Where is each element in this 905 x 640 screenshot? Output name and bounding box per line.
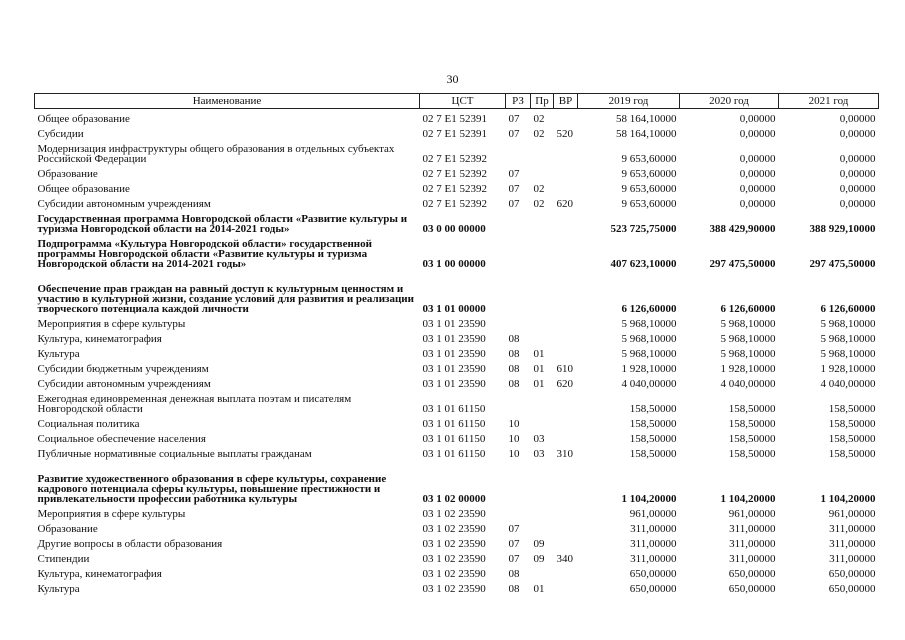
cell-pr [531,564,554,579]
cell-name: Общее образование [37,182,130,195]
cell-2019: 158,50000 [629,402,677,415]
cell-pr [531,504,554,519]
budget-table [34,93,879,594]
cell-cst: 03 1 02 23590 [422,567,486,580]
cell-vr [554,209,578,234]
cell-2021: 4 040,00000 [820,377,876,390]
cell-pr: 02 [533,127,545,140]
cell-2019: 311,00000 [630,537,677,550]
cell-2020: 961,00000 [728,507,776,520]
cell-rz [506,314,531,329]
cell-pr [531,164,554,179]
table-row [35,429,879,444]
cell-rz [506,139,531,164]
page-number: 30 [446,72,459,86]
table-row [35,519,879,534]
cell-cst: 03 1 01 61150 [422,402,486,415]
cell-2021: 158,50000 [828,402,876,415]
cell-rz: 08 [508,332,520,345]
cell-2020: 0,00000 [739,167,776,180]
cell-2019: 9 653,60000 [621,167,677,180]
cell-vr [554,329,578,344]
cell-cst: 02 7 E1 52392 [422,152,487,165]
cell-rz: 07 [508,522,520,535]
cell-2021: 0,00000 [839,152,876,165]
cell-name: Субсидии [37,127,84,140]
cell-rz: 07 [508,552,520,565]
cell-cst: 03 1 01 23590 [422,347,486,360]
cell-rz: 07 [508,112,520,125]
cell-2020: 0,00000 [739,152,776,165]
cell-name: Культура, кинематография [37,567,162,580]
cell-cst: 02 7 E1 52392 [422,197,487,210]
cell-rz: 08 [508,377,520,390]
cell-vr: 610 [556,362,573,375]
cell-2019: 4 040,00000 [621,377,677,390]
cell-pr [531,414,554,429]
cell-vr: 520 [556,127,573,140]
cell-name: Модернизация инфраструктуры общего образования в отдельных субъектах Российской Федерации [37,142,395,165]
cell-2019: 58 164,10000 [616,127,677,140]
cell-2021: 1 104,20000 [820,492,876,505]
cell-2019: 311,00000 [630,522,677,535]
cell-2020: 0,00000 [739,197,776,210]
cell-rz: 07 [508,537,520,550]
cell-2020: 311,00000 [729,522,776,535]
cell-rz [506,389,531,414]
cell-cst: 03 0 00 00000 [422,222,486,235]
cell-2021: 0,00000 [839,167,876,180]
cell-name: Социальное обеспечение населения [37,432,206,445]
cell-2020: 5 968,10000 [720,317,776,330]
cell-vr [554,519,578,534]
cell-pr [531,329,554,344]
cell-2021: 158,50000 [828,432,876,445]
cell-rz: 10 [508,417,520,430]
cell-vr: 620 [556,377,573,390]
cell-rz [506,234,531,269]
table-row [35,444,879,459]
cell-2020: 297 475,50000 [709,257,776,270]
cell-cst: 03 1 01 23590 [422,317,486,330]
cell-2019: 158,50000 [629,447,677,460]
cell-name: Ежегодная единовременная денежная выплата поэтам и писателям Новгородской области [37,392,352,415]
cell-name: Образование [37,522,98,535]
header-cst: ЦСТ [420,94,506,109]
cell-2019: 158,50000 [629,417,677,430]
cell-cst: 03 1 01 61150 [422,447,486,460]
table-row [35,179,879,194]
cell-2021: 5 968,10000 [820,332,876,345]
table-row [35,459,879,504]
cell-2019: 6 126,60000 [621,302,677,315]
cell-rz: 10 [508,432,520,445]
cell-vr [554,269,578,314]
cell-2020: 5 968,10000 [720,347,776,360]
table-row [35,209,879,234]
cell-2020: 5 968,10000 [720,332,776,345]
cell-cst: 03 1 01 23590 [422,377,486,390]
cell-pr: 01 [533,362,545,375]
cell-2020: 158,50000 [728,447,776,460]
cell-name: Общее образование [37,112,130,125]
cell-cst: 03 1 02 23590 [422,507,486,520]
cell-pr: 09 [533,552,545,565]
header-rz: РЗ [506,94,531,109]
header-vr: ВР [554,94,578,109]
cell-vr [554,579,578,594]
table-row [35,109,879,124]
table-row [35,314,879,329]
cell-name: Государственная программа Новгородской области «Развитие культуры и туризма Новгородской области на 2014-2021 годы» [37,212,408,235]
cell-2021: 311,00000 [829,537,876,550]
cell-cst: 03 1 02 23590 [422,522,486,535]
cell-vr: 340 [556,552,573,565]
table-row [35,234,879,269]
cell-cst: 02 7 E1 52391 [422,112,487,125]
cell-rz: 07 [508,167,520,180]
cell-2021: 650,00000 [828,582,876,595]
cell-name: Стипендии [37,552,90,565]
cell-2019: 158,50000 [629,432,677,445]
cell-cst: 02 7 E1 52392 [422,167,487,180]
cell-2019: 650,00000 [629,582,677,595]
cell-vr [554,429,578,444]
table-row [35,579,879,594]
cell-rz: 07 [508,197,520,210]
cell-pr [531,314,554,329]
cell-2021: 0,00000 [839,127,876,140]
cell-2021: 158,50000 [828,417,876,430]
cell-cst: 03 1 01 00000 [422,302,486,315]
cell-name: Обеспечение прав граждан на равный доступ к культурным ценностям и участию в культурной жизни, создание условий для развития и реализации творческого потенциала каждой личности [37,282,414,315]
cell-vr [554,459,578,504]
cell-rz: 08 [508,582,520,595]
cell-cst: 02 7 E1 52391 [422,127,487,140]
cell-2021: 6 126,60000 [820,302,876,315]
table-row [35,374,879,389]
cell-vr: 620 [556,197,573,210]
cell-2020: 0,00000 [739,127,776,140]
cell-2020: 158,50000 [728,432,776,445]
cell-2019: 523 725,75000 [610,222,677,235]
cell-pr: 09 [533,537,545,550]
cell-pr: 02 [533,112,545,125]
cell-2019: 9 653,60000 [621,182,677,195]
table-row [35,414,879,429]
cell-2021: 650,00000 [828,567,876,580]
cell-pr: 02 [533,197,545,210]
cell-rz [506,269,531,314]
cell-pr: 03 [533,447,545,460]
cell-name: Мероприятия в сфере культуры [37,317,186,330]
table-row [35,124,879,139]
cell-2021: 961,00000 [828,507,876,520]
cell-rz: 08 [508,362,520,375]
cell-vr [554,164,578,179]
cell-2020: 4 040,00000 [720,377,776,390]
cell-pr [531,209,554,234]
cell-rz [506,209,531,234]
cell-name: Подпрограмма «Культура Новгородской области» государственной программы Новгородской области «Развитие культуры и туризма Новгородской области на 2014-2021 годы» [37,237,372,270]
cell-name: Образование [37,167,98,180]
cell-vr: 310 [556,447,573,460]
cell-rz: 08 [508,347,520,360]
table-row [35,564,879,579]
cell-2019: 407 623,10000 [610,257,677,270]
cell-2019: 5 968,10000 [621,347,677,360]
cell-name: Субсидии автономным учреждениям [37,197,211,210]
cell-2021: 0,00000 [839,182,876,195]
cell-2021: 388 929,10000 [809,222,876,235]
cell-cst: 03 1 01 61150 [422,432,486,445]
table-body [35,109,879,594]
cell-cst: 03 1 00 00000 [422,257,486,270]
cell-2021: 158,50000 [828,447,876,460]
cell-cst: 03 1 02 23590 [422,582,486,595]
cell-cst: 02 7 E1 52392 [422,182,487,195]
cell-rz [506,459,531,504]
cell-2020: 158,50000 [728,417,776,430]
cell-2019: 9 653,60000 [621,197,677,210]
cell-pr [531,389,554,414]
cell-2021: 311,00000 [829,552,876,565]
header-name: Наименование [35,94,420,109]
table-row [35,194,879,209]
cell-2020: 650,00000 [728,582,776,595]
cell-2019: 5 968,10000 [621,332,677,345]
header-pr: Пр [531,94,554,109]
cell-name: Субсидии бюджетным учреждениям [37,362,209,375]
cell-rz: 07 [508,127,520,140]
table-row [35,359,879,374]
cell-pr: 01 [533,582,545,595]
cell-pr: 01 [533,347,545,360]
header-2019: 2019 год [578,94,680,109]
cell-pr: 03 [533,432,545,445]
cell-2021: 1 928,10000 [820,362,876,375]
cell-cst: 03 1 02 23590 [422,552,486,565]
cell-pr [531,459,554,504]
cell-pr [531,234,554,269]
cell-2021: 297 475,50000 [809,257,876,270]
cell-2021: 0,00000 [839,197,876,210]
cell-vr [554,564,578,579]
header-2021: 2021 год [779,94,879,109]
cell-name: Развитие художественного образования в сфере культуры, сохранение кадрового потенциала сферы культуры, повышение престижности и привлекательности профессии работника культуры [37,472,387,505]
cell-2020: 6 126,60000 [720,302,776,315]
cell-vr [554,534,578,549]
cell-vr [554,109,578,124]
cell-rz: 10 [508,447,520,460]
cell-name: Другие вопросы в области образования [37,537,223,550]
cell-2019: 650,00000 [629,567,677,580]
cell-vr [554,414,578,429]
cell-name: Субсидии автономным учреждениям [37,377,211,390]
cell-2020: 388 429,90000 [709,222,776,235]
cell-cst: 03 1 01 23590 [422,332,486,345]
cell-vr [554,389,578,414]
cell-2020: 158,50000 [728,402,776,415]
cell-2020: 311,00000 [729,537,776,550]
cell-rz [506,504,531,519]
table-row [35,549,879,564]
cell-2021: 5 968,10000 [820,317,876,330]
cell-2019: 961,00000 [629,507,677,520]
cell-name: Мероприятия в сфере культуры [37,507,186,520]
cell-2021: 311,00000 [829,522,876,535]
cell-cst: 03 1 01 23590 [422,362,486,375]
table-row [35,389,879,414]
cell-name: Культура, кинематография [37,332,162,345]
cell-name: Публичные нормативные социальные выплаты гражданам [37,447,312,460]
cell-2020: 311,00000 [729,552,776,565]
cell-pr [531,269,554,314]
cell-rz: 07 [508,182,520,195]
cell-vr [554,234,578,269]
table-row [35,329,879,344]
cell-2019: 1 104,20000 [621,492,677,505]
table-row [35,164,879,179]
cell-2021: 5 968,10000 [820,347,876,360]
cell-2020: 650,00000 [728,567,776,580]
cell-cst: 03 1 01 61150 [422,417,486,430]
table-row [35,344,879,359]
cell-rz: 08 [508,567,520,580]
cell-pr: 02 [533,182,545,195]
cell-2020: 0,00000 [739,182,776,195]
cell-2019: 9 653,60000 [621,152,677,165]
cell-2020: 1 104,20000 [720,492,776,505]
table-row [35,139,879,164]
header-2020: 2020 год [680,94,779,109]
cell-2020: 1 928,10000 [720,362,776,375]
cell-pr: 01 [533,377,545,390]
cell-2020: 0,00000 [739,112,776,125]
cell-vr [554,314,578,329]
cell-2019: 58 164,10000 [616,112,677,125]
table-row [35,534,879,549]
cell-vr [554,139,578,164]
cell-2021: 0,00000 [839,112,876,125]
cell-name: Социальная политика [37,417,140,430]
header-row [35,94,879,109]
cell-cst: 03 1 02 23590 [422,537,486,550]
cell-pr [531,139,554,164]
cell-2019: 5 968,10000 [621,317,677,330]
cell-name: Культура [37,347,80,360]
cell-2019: 311,00000 [630,552,677,565]
cell-vr [554,504,578,519]
cell-cst: 03 1 02 00000 [422,492,486,505]
table-row [35,269,879,314]
cell-pr [531,519,554,534]
cell-vr [554,344,578,359]
cell-vr [554,179,578,194]
cell-2019: 1 928,10000 [621,362,677,375]
cell-name: Культура [37,582,80,595]
table-row [35,504,879,519]
